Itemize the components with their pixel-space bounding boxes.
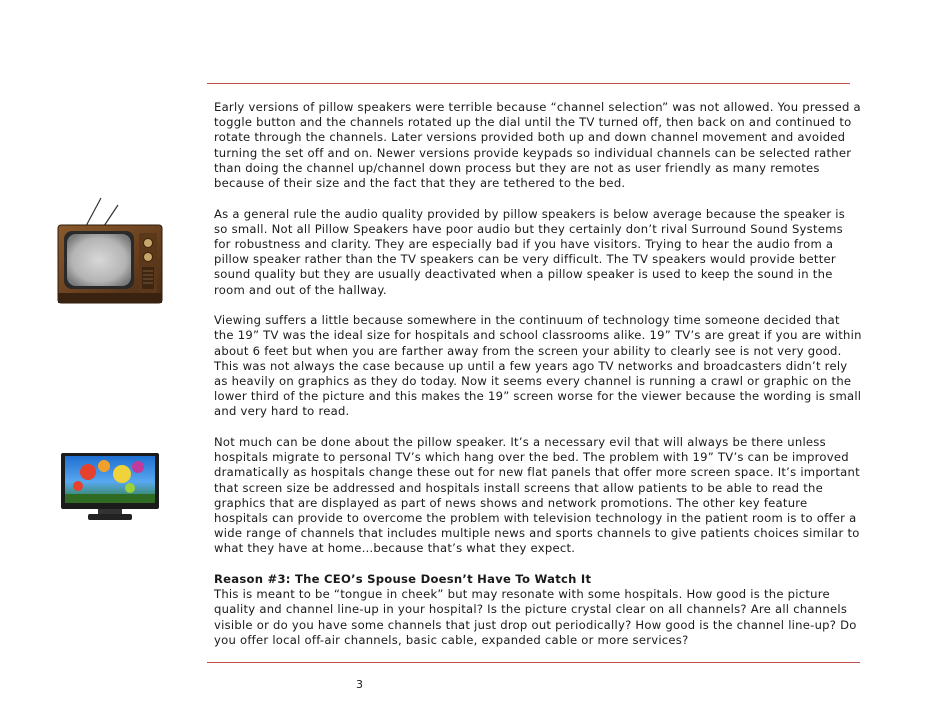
document-body [214, 100, 862, 663]
page-number: 3 [356, 678, 363, 691]
paragraph-improvements: Not much can be done about the pillow speaker. It’s a necessary evil that will always be there unless hospitals migrate to personal TV’s which hang over the bed. The problem with 19” TV’s can be improved dramatically as hospitals change these out for new flat panels that offer more screen space. It’s important that screen size be addressed and hospitals install screens that allow patients to be able to read the graphics that are displayed as part of news shows and network promotions. The other key feature hospitals can provide to overcome the problem with television technology in the patient room is to offer a wide range of channels that includes multiple news and sports channels to give patients choices similar to what they have at home…because that’s what they expect. [214, 435, 860, 556]
vintage-tv-icon [56, 195, 166, 307]
flat-panel-tv-icon [60, 452, 160, 524]
paragraph-pillow-speakers-history: Early versions of pillow speakers were terrible because “channel selection” was not allowed. You pressed a toggle button and the channels rotated up the dial until the TV turned off, then back on and continued to rotate through the channels. Later versions provided both up and down channel movement and avoided turning the set off and on. Newer versions provide keypads so individual channels can be selected rather than doing the channel up/channel down process but they are not as user friendly as many remotes because of their size and the fact that they are tethered to the bed. [214, 100, 861, 191]
footer-rule [207, 662, 860, 663]
section-heading-reason-3: Reason #3: The CEO’s Spouse Doesn’t Have To Watch It [214, 572, 592, 587]
paragraph-audio-quality: As a general rule the audio quality provided by pillow speakers is below average because the speaker is so small. Not all Pillow Speakers have poor audio but they certainly don’t rival Surround Sound Systems for robustness and clarity. They are especially bad if you have visitors. Trying to hear the audio from a pillow speaker rather than the TV speakers can be very difficult. The TV speakers would provide better sound quality but they are usually deactivated when a pillow speaker is used to keep the sound in the room and out of the hallway. [214, 206, 846, 297]
paragraph-viewing: Viewing suffers a little because somewhere in the continuum of technology time someone decided that the 19” TV was the ideal size for hospitals and school classrooms alike. 19” TV’s are great if you are within about 6 feet but when you are farther away from the screen your ability to clearly see is not very good. This was not always the case because up until a few years ago TV networks and broadcasters didn’t rely as heavily on graphics as they do today. Now it seems every channel is running a crawl or graphic on the lower third of the picture and this makes the 19” screen worse for the viewer because the wording is small and very hard to read. [214, 313, 862, 419]
header-rule [207, 83, 850, 84]
paragraph-reason-3: This is meant to be “tongue in cheek” but may resonate with some hospitals. How good is the picture quality and channel line-up in your hospital? Is the picture crystal clear on all channels? Are all channels visible or do you have some channels that just drop out periodically? How good is the channel line-up? Do you offer local off-air channels, basic cable, expanded cable or more services? [214, 587, 857, 647]
